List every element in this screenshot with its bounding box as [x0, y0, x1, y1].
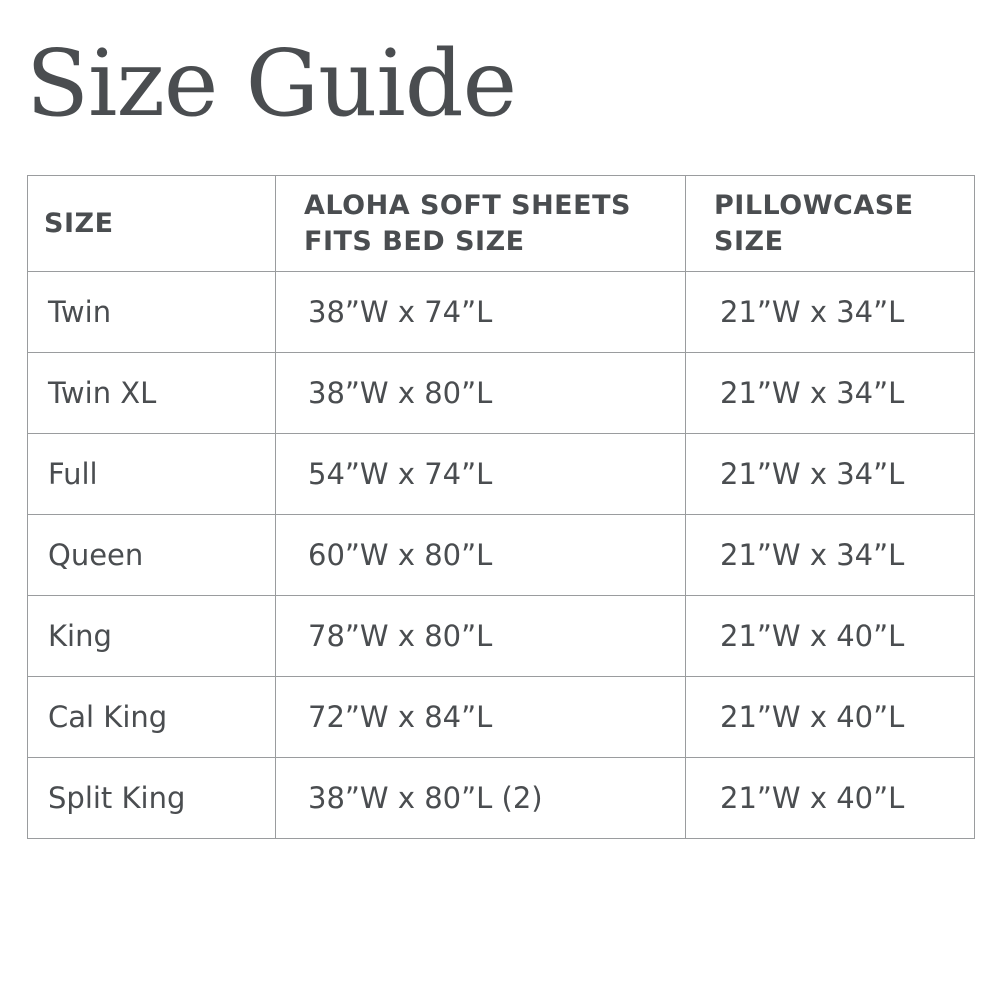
header-sheets-line2: FITS BED SIZE	[304, 225, 525, 257]
sheet-size-cell: 60”W x 80”L	[276, 515, 686, 596]
size-cell: Queen	[28, 515, 276, 596]
sheet-size-cell: 38”W x 80”L (2)	[276, 758, 686, 839]
table-row	[28, 353, 975, 434]
page-title: Size Guide	[26, 30, 517, 137]
header-pillowcase-line2: SIZE	[714, 225, 784, 257]
sheet-size-cell: 38”W x 80”L	[276, 353, 686, 434]
header-size-label: SIZE	[44, 207, 114, 239]
sheet-size-cell: 54”W x 74”L	[276, 434, 686, 515]
sheet-size-cell: 38”W x 74”L	[276, 272, 686, 353]
size-guide-table	[27, 175, 975, 839]
header-row	[28, 176, 975, 272]
pillowcase-size-cell: 21”W x 40”L	[686, 758, 975, 839]
table-row	[28, 434, 975, 515]
table-row	[28, 272, 975, 353]
sheet-size-cell: 78”W x 80”L	[276, 596, 686, 677]
pillowcase-size-cell: 21”W x 34”L	[686, 515, 975, 596]
table-row	[28, 596, 975, 677]
pillowcase-size-cell: 21”W x 34”L	[686, 353, 975, 434]
sheet-size-cell: 72”W x 84”L	[276, 677, 686, 758]
pillowcase-size-cell: 21”W x 40”L	[686, 596, 975, 677]
size-cell: Cal King	[28, 677, 276, 758]
header-size	[28, 176, 276, 272]
header-pillowcase	[686, 176, 975, 272]
table-row	[28, 515, 975, 596]
size-cell: Full	[28, 434, 276, 515]
header-pillowcase-line1: PILLOWCASE	[714, 190, 914, 222]
table-row	[28, 677, 975, 758]
size-cell: King	[28, 596, 276, 677]
pillowcase-size-cell: 21”W x 40”L	[686, 677, 975, 758]
table-row	[28, 758, 975, 839]
pillowcase-size-cell: 21”W x 34”L	[686, 272, 975, 353]
pillowcase-size-cell: 21”W x 34”L	[686, 434, 975, 515]
size-cell: Split King	[28, 758, 276, 839]
header-sheets-line1: ALOHA SOFT SHEETS	[304, 190, 631, 222]
header-sheets	[276, 176, 686, 272]
size-cell: Twin XL	[28, 353, 276, 434]
size-cell: Twin	[28, 272, 276, 353]
